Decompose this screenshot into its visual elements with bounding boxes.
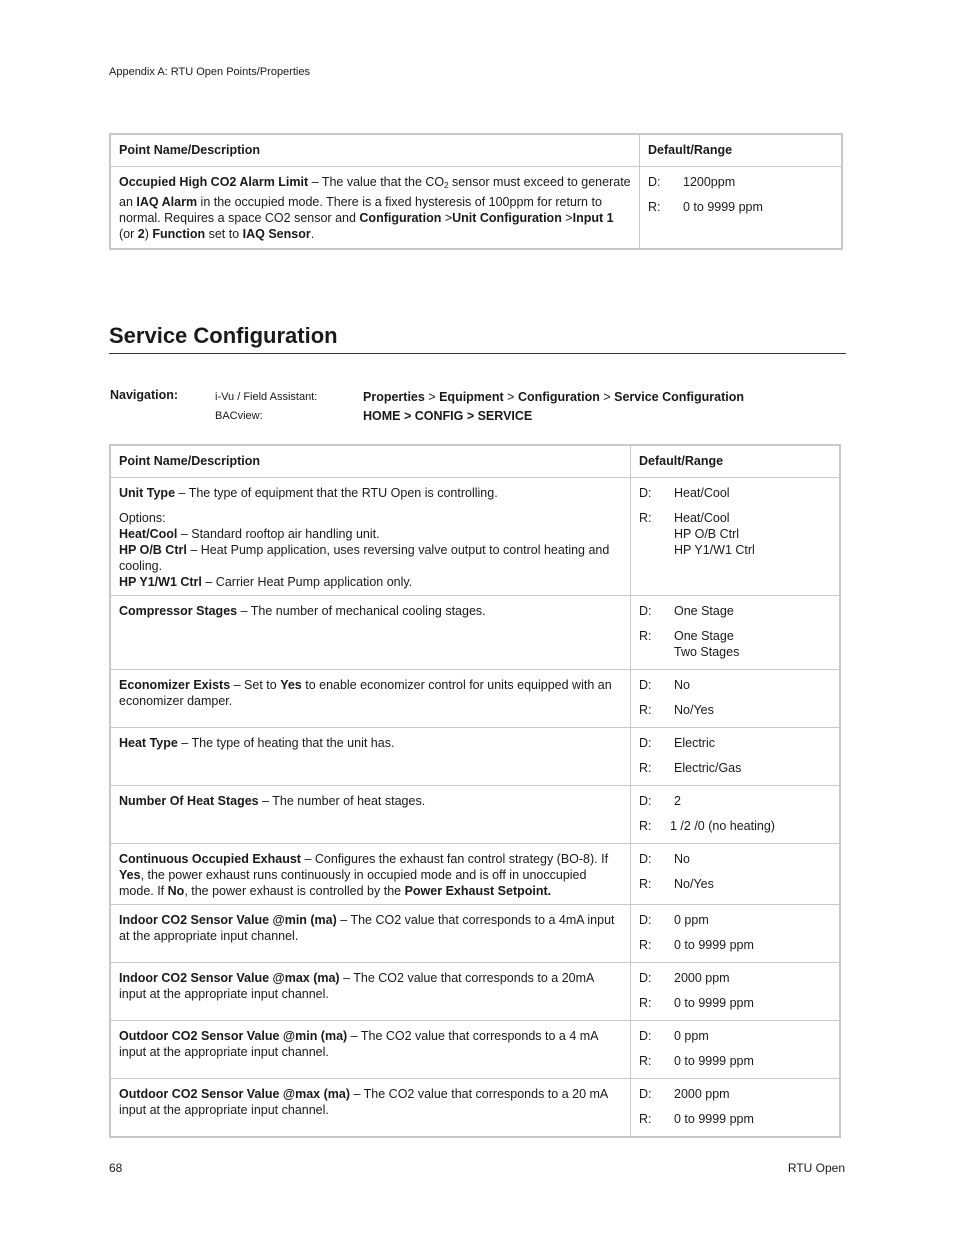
range-line: [639, 818, 831, 834]
desc-text: – The type of heating that the unit has.: [177, 736, 395, 750]
row-description: [110, 728, 631, 786]
desc-text: sensor must exceed to generate an: [119, 175, 631, 209]
range-key: R:: [648, 200, 661, 214]
bold-term: Power Exhaust Setpoint.: [404, 884, 552, 898]
row-default-range: [631, 844, 841, 905]
row-description: [110, 670, 631, 728]
row-default-range: [640, 167, 843, 250]
path-part: Configuration: [517, 390, 600, 404]
table-row: [110, 844, 840, 905]
default-key: D:: [639, 678, 652, 692]
default-value: 2000 ppm: [674, 971, 730, 985]
bold-term: IAQ Alarm: [136, 195, 198, 209]
option-desc: – Heat Pump application, uses reversing valve output to control heating and cooling.: [119, 543, 610, 573]
path-part: Equipment: [439, 390, 504, 404]
point-name: Occupied High CO2 Alarm Limit: [119, 175, 309, 189]
desc-text: – The number of mechanical cooling stages.: [237, 604, 486, 618]
col-header-name: Point Name/Description: [110, 445, 631, 478]
table-row: [110, 478, 840, 596]
default-key: D:: [639, 736, 652, 750]
row-description: [110, 963, 631, 1021]
range-key: R:: [639, 819, 652, 833]
table-row: [110, 596, 840, 670]
desc-text: – The type of equipment that the RTU Open is controlling.: [175, 486, 498, 500]
row-default-range: [631, 963, 841, 1021]
bold-term: No: [167, 884, 185, 898]
point-name: Indoor CO2 Sensor Value @max (ma): [119, 971, 340, 985]
default-value: Electric: [674, 736, 715, 750]
default-value: No: [674, 678, 690, 692]
table-header-row: [110, 134, 842, 167]
col-header-default: Default/Range: [631, 445, 841, 478]
desc-text: .: [310, 227, 315, 241]
default-key: D:: [639, 604, 652, 618]
bold-term: Yes: [280, 678, 302, 692]
desc-text: ): [144, 227, 153, 241]
col-header-default: Default/Range: [640, 134, 843, 167]
row-description: [110, 478, 631, 596]
footer-product: RTU Open: [787, 1161, 845, 1175]
desc-text: – The number of heat stages.: [258, 794, 426, 808]
path-part: Properties: [363, 390, 425, 404]
default-line: [639, 1028, 831, 1044]
range-value: 0 to 9999 ppm: [674, 1112, 754, 1126]
default-key: D:: [639, 1029, 652, 1043]
default-key: D:: [639, 852, 652, 866]
navigation-label: Navigation:: [110, 388, 179, 402]
row-default-range: [631, 728, 841, 786]
default-line: [639, 677, 831, 693]
desc-text: – Set to: [230, 678, 281, 692]
row-default-range: [631, 786, 841, 844]
row-default-range: [631, 1079, 841, 1138]
bold-term: Input 1: [572, 211, 614, 225]
point-name: Continuous Occupied Exhaust: [119, 852, 301, 866]
table-header-row: [110, 445, 840, 478]
bold-term: Configuration: [359, 211, 442, 225]
point-name: Unit Type: [119, 486, 176, 500]
default-value: 0 ppm: [674, 913, 709, 927]
default-line: [639, 603, 831, 619]
page-number: 68: [109, 1161, 123, 1175]
default-key: D:: [648, 175, 661, 189]
range-value: No/Yes: [674, 703, 714, 717]
range-key: R:: [639, 703, 652, 717]
default-value: One Stage: [674, 604, 734, 618]
option-name: HP Y1/W1 Ctrl: [119, 575, 202, 589]
option-desc: – Carrier Heat Pump application only.: [201, 575, 413, 589]
row-description: [110, 1021, 631, 1079]
tool-bacview: BACview:: [215, 410, 263, 422]
point-name: Indoor CO2 Sensor Value @min (ma): [119, 913, 337, 927]
path-sep: >: [503, 390, 518, 404]
range-line: [639, 628, 831, 660]
range-value: 1 /2 /0 (no heating): [670, 819, 775, 833]
default-line: [639, 793, 831, 809]
table-row: [110, 963, 840, 1021]
range-value: HP O/B Ctrl: [674, 527, 740, 541]
table-row: [110, 670, 840, 728]
row-description: [110, 905, 631, 963]
point-name: Heat Type: [119, 736, 178, 750]
default-line: [648, 174, 833, 190]
bold-term: 2: [137, 227, 145, 241]
default-key: D:: [639, 1087, 652, 1101]
range-value: 0 to 9999 ppm: [674, 996, 754, 1010]
ivu-path: [363, 388, 744, 407]
desc-text: , the power exhaust runs continuously in occupied mode and is off in unoccupied mode. If: [119, 868, 587, 898]
default-key: D:: [639, 794, 652, 808]
range-values: [674, 510, 755, 558]
desc-text: set to: [205, 227, 243, 241]
range-value: 0 to 9999 ppm: [683, 200, 763, 214]
range-line: [639, 702, 831, 718]
range-line: [639, 876, 831, 892]
row-description: [110, 786, 631, 844]
default-value: 1200ppm: [683, 175, 736, 189]
options-label: Options:: [119, 511, 166, 525]
navigation-tools: [215, 388, 317, 426]
table-row: [110, 728, 840, 786]
desc-text: – Configures the exhaust fan control strategy (BO-8). If: [300, 852, 609, 866]
default-value: 2: [674, 794, 681, 808]
range-key: R:: [639, 877, 652, 891]
default-line: [639, 970, 831, 986]
desc-text: in the occupied mode. There is a fixed hysteresis of 100ppm for return to normal. Requires a space CO2 sensor and: [119, 195, 602, 225]
point-name: Outdoor CO2 Sensor Value @max (ma): [119, 1087, 350, 1101]
path-sep: >: [599, 390, 615, 404]
desc-text: – The CO2 value that corresponds to a 4 mA input at the appropriate input channel.: [119, 1029, 598, 1059]
point-name: Compressor Stages: [119, 604, 238, 618]
range-line: [639, 760, 831, 776]
default-value: No: [674, 852, 690, 866]
desc-text: >: [561, 211, 573, 225]
desc-text: – The CO2 value that corresponds to a 4mA input at the appropriate input channel.: [119, 913, 615, 943]
co2-alarm-table: [109, 133, 843, 250]
bold-term: IAQ Sensor: [242, 227, 311, 241]
row-default-range: [631, 670, 841, 728]
range-value: 0 to 9999 ppm: [674, 1054, 754, 1068]
table-row: [110, 1079, 840, 1138]
table-row: [110, 1021, 840, 1079]
point-name: Number Of Heat Stages: [119, 794, 259, 808]
row-description: [110, 844, 631, 905]
default-line: [639, 485, 831, 501]
col-header-name: Point Name/Description: [110, 134, 640, 167]
default-line: [639, 735, 831, 751]
row-description: [110, 596, 631, 670]
range-key: R:: [639, 1112, 652, 1126]
range-value: Electric/Gas: [674, 761, 742, 775]
default-line: [639, 912, 831, 928]
row-default-range: [631, 905, 841, 963]
range-values: [674, 628, 739, 660]
range-line: [639, 937, 831, 953]
default-value: Heat/Cool: [674, 486, 730, 500]
range-line: [648, 199, 833, 215]
desc-text: – The value that the CO: [308, 175, 445, 189]
row-description: [110, 167, 640, 250]
service-config-table: [109, 444, 841, 1138]
default-value: 2000 ppm: [674, 1087, 730, 1101]
desc-text: – The CO2 value that corresponds to a 20mA input at the appropriate input channel.: [119, 971, 594, 1001]
range-key: R:: [639, 629, 652, 643]
range-value: Two Stages: [674, 645, 740, 659]
bold-term: Unit Configuration: [452, 211, 562, 225]
desc-text: , the power exhaust is controlled by the: [184, 884, 405, 898]
desc-text: >: [441, 211, 453, 225]
desc-text: (or: [119, 227, 138, 241]
bold-term: Yes: [119, 868, 141, 882]
range-line: [639, 510, 831, 558]
range-key: R:: [639, 511, 652, 525]
range-line: [639, 1111, 831, 1127]
section-title: Service Configuration: [109, 323, 846, 354]
bacview-path: HOME > CONFIG > SERVICE: [363, 409, 533, 423]
desc-text: to enable economizer control for units equipped with an economizer damper.: [119, 678, 612, 708]
row-default-range: [631, 478, 841, 596]
range-value: 0 to 9999 ppm: [674, 938, 754, 952]
option-name: Heat/Cool: [119, 527, 178, 541]
bold-term: Function: [152, 227, 206, 241]
range-value: HP Y1/W1 Ctrl: [674, 543, 755, 557]
row-default-range: [631, 1021, 841, 1079]
range-line: [639, 995, 831, 1011]
row-default-range: [631, 596, 841, 670]
path-sep: >: [424, 390, 440, 404]
point-name: Outdoor CO2 Sensor Value @min (ma): [119, 1029, 348, 1043]
default-key: D:: [639, 486, 652, 500]
row-description: [110, 1079, 631, 1138]
point-name: Economizer Exists: [119, 678, 231, 692]
range-key: R:: [639, 938, 652, 952]
desc-text: – The CO2 value that corresponds to a 20 mA input at the appropriate input channel.: [119, 1087, 608, 1117]
range-value: No/Yes: [674, 877, 714, 891]
table-row: [110, 167, 842, 250]
default-line: [639, 1086, 831, 1102]
navigation-paths: [363, 388, 744, 426]
range-key: R:: [639, 996, 652, 1010]
option-desc: – Standard rooftop air handling unit.: [177, 527, 380, 541]
running-header: Appendix A: RTU Open Points/Properties: [109, 66, 310, 78]
range-key: R:: [639, 1054, 652, 1068]
range-key: R:: [639, 761, 652, 775]
option-name: HP O/B Ctrl: [119, 543, 187, 557]
default-key: D:: [639, 913, 652, 927]
range-value: Heat/Cool: [674, 511, 730, 525]
default-line: [639, 851, 831, 867]
table-row: [110, 786, 840, 844]
default-value: 0 ppm: [674, 1029, 709, 1043]
range-value: One Stage: [674, 629, 734, 643]
subscript: 2: [444, 181, 449, 190]
table-row: [110, 905, 840, 963]
range-line: [639, 1053, 831, 1069]
default-key: D:: [639, 971, 652, 985]
path-part: Service Configuration: [614, 390, 745, 404]
tool-ivu: i-Vu / Field Assistant:: [215, 391, 318, 403]
